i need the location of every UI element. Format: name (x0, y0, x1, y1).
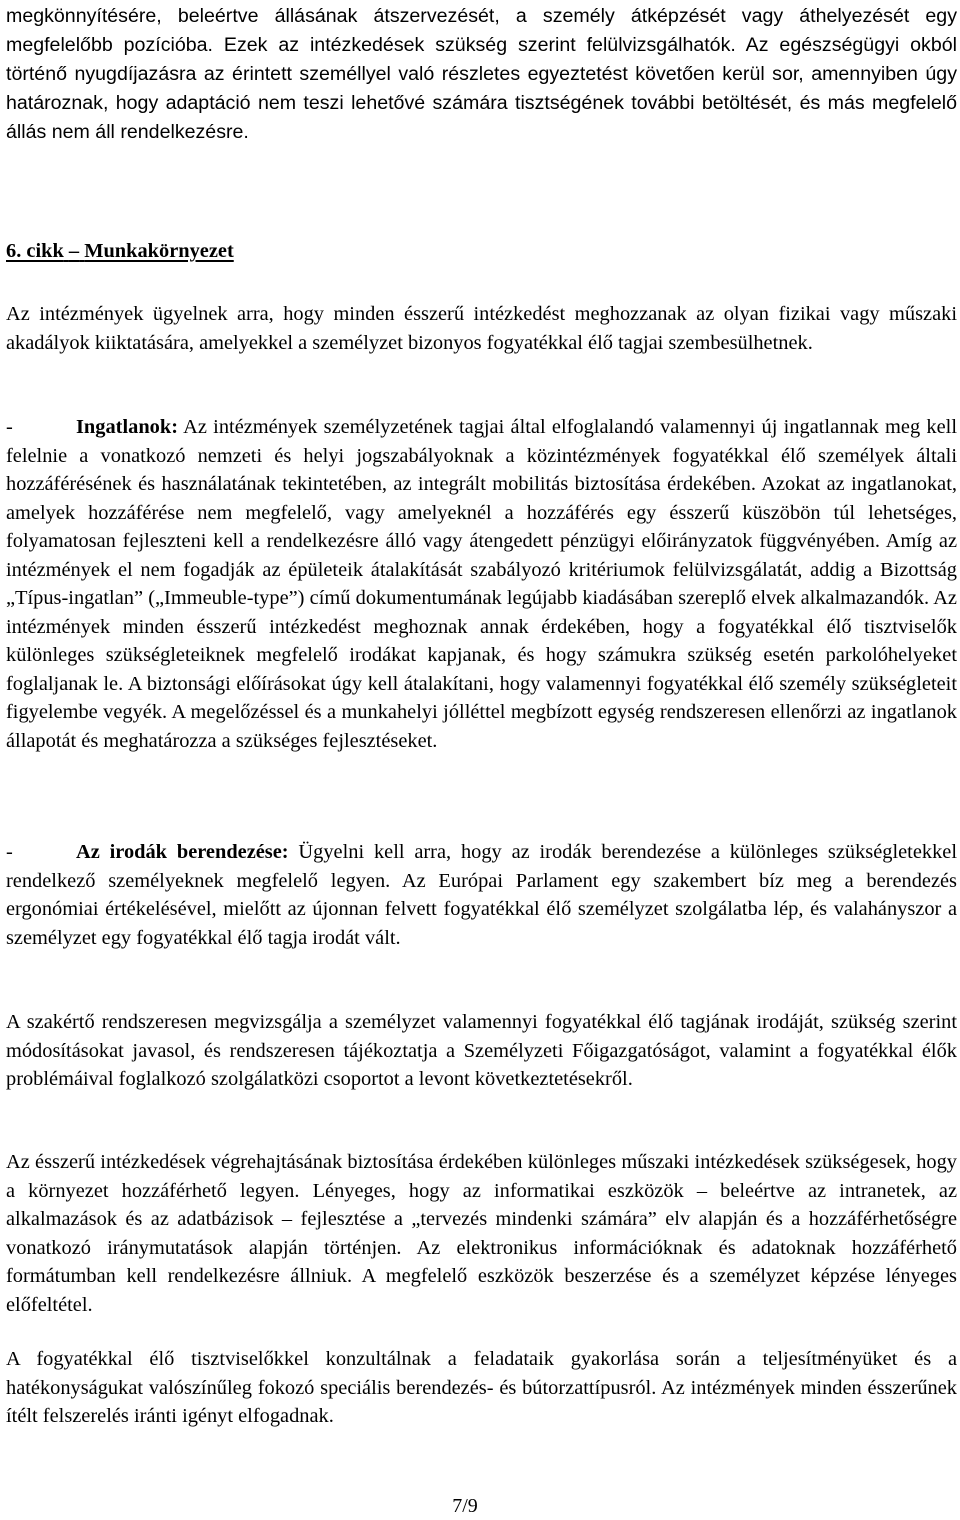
section-heading (6, 237, 234, 265)
bullet-item-irodak (6, 838, 957, 952)
consultation-paragraph (6, 1345, 957, 1431)
expert-paragraph (6, 1008, 957, 1094)
bullet-dash: - (6, 416, 13, 438)
bullet-text: Ügyelni kell arra, hogy az irodák berendezése a különleges szükségletekkel rendelkező személyeknek megfelelő legyen. Az Európai Parlament egy szakembert bíz meg a berendezés ergonómiai értékelésével, mielőtt az újonnan felvett fogyatékkal élő személyzet szolgálatba lép, és valahányszor a személyzet egy fogyatékkal élő tagja irodát vált. (6, 841, 957, 949)
continuation-paragraph (6, 2, 957, 147)
paragraph-text: Az intézmények ügyelnek arra, hogy minden ésszerű intézkedést meghozzanak az olyan fizikai vagy műszaki akadályok kiiktatására, amelyekkel a személyzet bizonyos fogyatékkal élő tagjai szembesülhetnek. (6, 303, 957, 354)
bullet-dash: - (6, 841, 13, 863)
bullet-label: Az irodák berendezése: (76, 841, 289, 863)
paragraph-text: megkönnyítésére, beleértve állásának átszervezését, a személy átképzését vagy áthelyezését egy megfelelőbb pozícióba. Ezek az intézkedések szükség szerint felülvizsgálhatók. Az egészségügyi okból történő nyugdíjazásra az érintett személlyel való részletes egyeztetést követően kerül sor, amennyiben úgy határoznak, hogy adaptáció nem teszi lehetővé számára tisztségének további betöltését, és más megfelelő állás nem áll rendelkezésre. (6, 5, 957, 143)
paragraph-text: Az ésszerű intézkedések végrehajtásának biztosítása érdekében különleges műszaki intézkedések szükségesek, hogy a környezet hozzáférhető legyen. Lényeges, hogy az informatikai eszközök – beleértve az intranetek, az alkalmazások és az adatbázisok – fejlesztése a „tervezés mindenki számára” elv alapján és a hozzáférhetőségre vonatkozó iránymutatások alapján történjen. Az elektronikus információknak és adatoknak hozzáférhető formátumban kell rendelkezésre állniuk. A megfelelő eszközök beszerzése és a személyzet képzése lényeges előfeltétel. (6, 1151, 957, 1316)
bullet-label: Ingatlanok: (76, 416, 178, 438)
paragraph-text: A fogyatékkal élő tisztviselőkkel konzultálnak a feladataik gyakorlása során a teljesítményüket és a hatékonyságukat valószínűleg fokozó speciális berendezés- és bútorzattípusról. Az intézmények minden ésszerűnek ítélt felszerelés iránti igényt elfogadnak. (6, 1348, 957, 1427)
accessibility-paragraph (6, 1148, 957, 1319)
page-number: 7/9 (452, 1495, 478, 1517)
bullet-text: Az intézmények személyzetének tagjai által elfoglalandó valamennyi új ingatlannak meg kell felelnie a vonatkozó nemzeti és helyi jogszabályoknak a közintézmények fogyatékkal élő személyek általi hozzáférésének és használatának tekintetében, az integrált mobilitás biztosítása érdekében. Azokat az ingatlanokat, amelyek hozzáférése nem megfelelő, vagy amelyeknél a hozzáférés egy ésszerű küszöbön túl lehetséges, folyamatosan fejleszteni kell a rendelkezésre álló vagy átengedett pénzügyi előirányzatok függvényében. Amíg az intézmények el nem fogadják az épületeik átalakítását szabályozó kritériumok felülvizsgálatát, addig a Bizottság „Típus-ingatlan” („Immeuble-type”) című dokumentumának legújabb kiadásában szereplő elvek alkalmazandók. Az intézmények minden ésszerű intézkedést meghoznak annak érdekében, hogy a fogyatékkal élő tisztviselők különleges szükségleteiknek megfelelő irodákat kapjanak, és hogy számukra szükség esetén parkolóhelyeket foglaljanak le. A biztonsági előírásokat úgy kell átalakítani, hogy valamennyi fogyatékkal élő személy szükségleteit figyelembe vegyék. A megelőzéssel és a munkahelyi jólléttel megbízott egység rendszeresen ellenőrzi az ingatlanok állapotát és meghatározza a szükséges fejlesztéseket. (6, 416, 957, 752)
section-number: 6. cikk (6, 240, 64, 262)
paragraph-text: A szakértő rendszeresen megvizsgálja a személyzet valamennyi fogyatékkal élő tagjának irodáját, szükség szerint módosításokat javasol, és rendszeresen tájékoztatja a Személyzeti Főigazgatóságot, valamint a fogyatékkal élők problémáival foglalkozó szolgálatközi csoportot a levont következtetésekről. (6, 1011, 957, 1090)
bullet-item-ingatlanok (6, 413, 957, 755)
heading-dash: – (68, 240, 80, 262)
section-title: Munkakörnyezet (84, 240, 234, 262)
intro-paragraph (6, 300, 957, 357)
